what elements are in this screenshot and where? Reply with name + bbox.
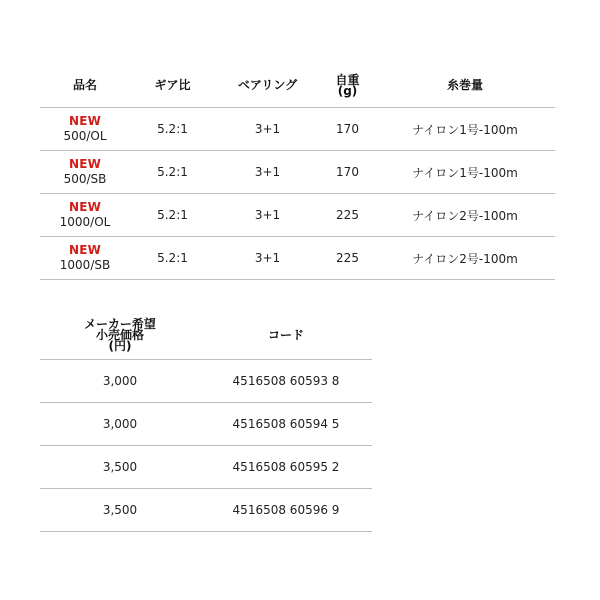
header-weight-unit: (g) [337,83,358,98]
gear-ratio-cell: 5.2:1 [130,151,215,194]
code-cell: 4516508 60593 8 [200,360,372,403]
gear-ratio-cell: 5.2:1 [130,194,215,237]
table-row [40,360,372,403]
model-code: 1000/OL [59,215,111,229]
price-cell: 3,500 [40,489,200,532]
price-cell: 3,000 [40,403,200,446]
header-code: コード [200,312,372,360]
header-weight-label: 自重 [335,72,360,87]
product-name-cell [40,237,130,280]
table-row [40,237,555,280]
spec-table-body [40,108,555,280]
price-header-row [40,312,372,360]
header-retail-price [40,312,200,360]
header-price-line2: 小売価格 [95,328,144,342]
weight-cell: 170 [320,151,375,194]
header-name: 品名 [40,64,130,108]
price-table-body [40,360,372,532]
code-cell: 4516508 60594 5 [200,403,372,446]
model-code: 500/SB [63,172,107,186]
new-badge: NEW [68,114,102,128]
table-row [40,194,555,237]
price-cell: 3,000 [40,360,200,403]
price-table [40,312,372,532]
bearing-cell: 3+1 [215,237,320,280]
bearing-cell: 3+1 [215,151,320,194]
new-badge: NEW [68,243,102,257]
product-name-cell [40,151,130,194]
gear-ratio-cell: 5.2:1 [130,237,215,280]
table-row [40,446,372,489]
table-row [40,403,372,446]
code-cell: 4516508 60596 9 [200,489,372,532]
table-row [40,151,555,194]
weight-cell: 225 [320,237,375,280]
model-code: 1000/SB [59,258,111,272]
table-row [40,489,372,532]
header-gear-ratio: ギア比 [130,64,215,108]
line-capacity-cell: ナイロン1号-100m [375,151,555,194]
weight-cell: 170 [320,108,375,151]
spec-table [40,64,555,280]
bearing-cell: 3+1 [215,194,320,237]
header-bearing: ベアリング [215,64,320,108]
line-capacity-cell: ナイロン2号-100m [375,194,555,237]
bearing-cell: 3+1 [215,108,320,151]
price-table-header [40,312,372,360]
header-price-line1: メーカー希望 [84,317,156,331]
weight-cell: 225 [320,194,375,237]
new-badge: NEW [68,200,102,214]
code-cell: 4516508 60595 2 [200,446,372,489]
product-name-cell [40,194,130,237]
header-line-capacity: 糸巻量 [375,64,555,108]
gear-ratio-cell: 5.2:1 [130,108,215,151]
header-price-line3: (円) [108,339,132,353]
spec-header-row [40,64,555,108]
product-name-cell [40,108,130,151]
line-capacity-cell: ナイロン1号-100m [375,108,555,151]
line-capacity-cell: ナイロン2号-100m [375,237,555,280]
new-badge: NEW [68,157,102,171]
price-cell: 3,500 [40,446,200,489]
spec-table-header [40,64,555,108]
model-code: 500/OL [63,129,107,143]
header-weight [320,64,375,108]
table-row [40,108,555,151]
